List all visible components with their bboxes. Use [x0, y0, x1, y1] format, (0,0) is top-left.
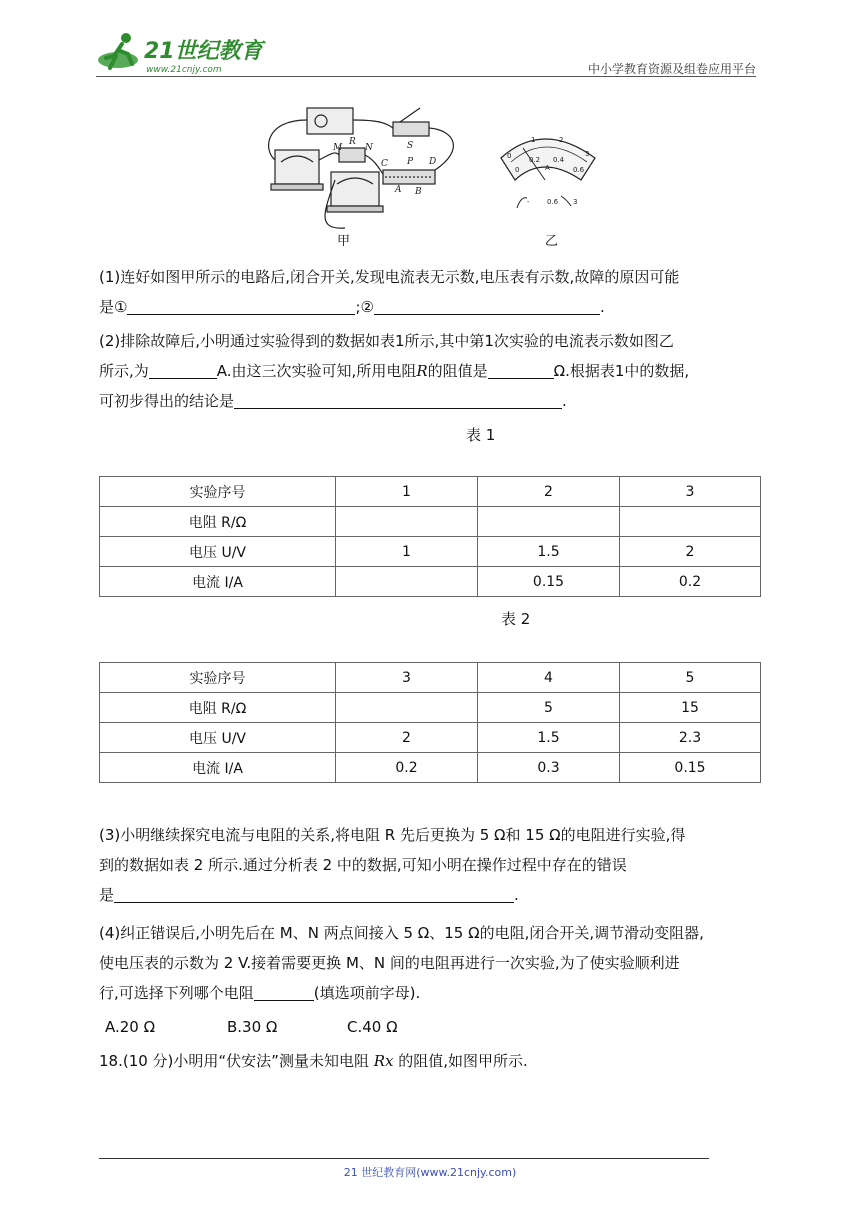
svg-text:0.6: 0.6: [547, 198, 559, 206]
q2-blank-resistance[interactable]: [488, 361, 554, 379]
question-4: [99, 918, 763, 1008]
footer-divider: [99, 1158, 709, 1159]
q4-line1: (4)纠正错误后,小明先后在 M、N 两点间接入 5 Ω、15 Ω的电阻,闭合开关,调节滑动变阻器,: [99, 924, 704, 942]
q4-options: [105, 1018, 398, 1036]
rx-symbol: Rx: [373, 1052, 394, 1070]
q2-line3: 可初步得出的结论是 .: [99, 392, 567, 410]
logo-text: 21世纪教育: [144, 39, 263, 64]
table-1: [99, 476, 761, 597]
label-S: S: [407, 141, 414, 151]
q3-line1: (3)小明继续探究电流与电阻的关系,将电阻 R 先后更换为 5 Ω和 15 Ω的电阻进行实验,得: [99, 826, 686, 844]
table-row: 电压 U/V 1 1.5 2: [100, 537, 761, 567]
table-2: [99, 662, 761, 783]
q4-line3: 行,可选择下列哪个电阻 (填选项前字母).: [99, 984, 421, 1002]
table2-title: 表 2: [501, 610, 531, 628]
figure-label-yi: 乙: [545, 234, 559, 249]
label-N: N: [365, 143, 373, 153]
svg-text:1: 1: [531, 136, 536, 144]
q1-line2: 是① ;② .: [99, 298, 605, 316]
q2-blank-conclusion[interactable]: [234, 391, 562, 409]
label-C: C: [381, 159, 388, 169]
svg-text:3: 3: [585, 150, 590, 158]
option-c[interactable]: C.40 Ω: [347, 1018, 398, 1036]
header-divider: [96, 76, 756, 77]
label-B: B: [415, 187, 422, 197]
q2-line1: (2)排除故障后,小明通过实验得到的数据如表1所示,其中第1次实验的电流表示数如图乙: [99, 332, 674, 350]
question-3: [99, 820, 763, 910]
svg-text:A: A: [545, 164, 550, 172]
label-A: A: [395, 185, 402, 195]
circuit-diagram: [255, 100, 615, 250]
figure-label-jia: 甲: [337, 234, 351, 249]
q4-line2: 使电压表的示数为 2 V.接着需要更换 M、N 间的电阻再进行一次实验,为了使实验顺利进: [99, 954, 680, 972]
svg-text:0.2: 0.2: [529, 156, 541, 164]
option-a[interactable]: A.20 Ω: [105, 1018, 156, 1036]
q3-line3: 是 .: [99, 886, 519, 904]
q1-blank-1[interactable]: [127, 297, 355, 315]
svg-text:0: 0: [515, 166, 520, 174]
question-18: 18.(10 分)小明用“伏安法”测量未知电阻 Rx 的阻值,如图甲所示.: [99, 1052, 528, 1070]
platform-name: 中小学教育资源及组卷应用平台: [587, 62, 756, 76]
svg-text:3: 3: [573, 198, 578, 206]
q2-blank-current[interactable]: [149, 361, 217, 379]
table-row: 实验序号 3 4 5: [100, 663, 761, 693]
logo-url: www.21cnjy.com: [146, 65, 222, 75]
21cnjy-logo: [96, 28, 266, 76]
label-R: R: [349, 137, 356, 147]
option-b[interactable]: B.30 Ω: [227, 1018, 278, 1036]
page-header: [96, 28, 756, 80]
table-row: 电流 I/A 0.15 0.2: [100, 567, 761, 597]
label-M: M: [333, 143, 343, 153]
svg-text:0: 0: [507, 152, 512, 160]
table-row: 电压 U/V 2 1.5 2.3: [100, 723, 761, 753]
table-row: 电阻 R/Ω: [100, 507, 761, 537]
table-row: 电流 I/A 0.2 0.3 0.15: [100, 753, 761, 783]
svg-text:2: 2: [559, 136, 564, 144]
ammeter-dial: [501, 136, 595, 208]
table-row: 电阻 R/Ω 5 15: [100, 693, 761, 723]
q2-line2: 所示,为 A.由这三次实验可知,所用电阻R的阻值是 Ω.根据表1中的数据,: [99, 362, 690, 380]
q1-line1: (1)连好如图甲所示的电路后,闭合开关,发现电流表无示数,电压表有示数,故障的原因可能: [99, 268, 680, 286]
q3-blank-error[interactable]: [114, 885, 514, 903]
svg-text:0.6: 0.6: [573, 166, 585, 174]
label-D: D: [429, 157, 437, 167]
question-1: [99, 262, 763, 322]
question-2: [99, 326, 763, 416]
footer-link[interactable]: 21 世纪教育网(www.21cnjy.com): [343, 1166, 517, 1179]
q3-line2: 到的数据如表 2 所示.通过分析表 2 中的数据,可知小明在操作过程中存在的错误: [99, 856, 627, 874]
svg-text:-: -: [527, 198, 530, 206]
experiment-figure: [255, 100, 615, 250]
q4-blank-choice[interactable]: [254, 983, 314, 1001]
q1-blank-2[interactable]: [374, 297, 600, 315]
table1-title: 表 1: [466, 426, 496, 444]
svg-text:0.4: 0.4: [553, 156, 565, 164]
table-row: 实验序号 1 2 3: [100, 477, 761, 507]
label-P: P: [407, 157, 414, 167]
